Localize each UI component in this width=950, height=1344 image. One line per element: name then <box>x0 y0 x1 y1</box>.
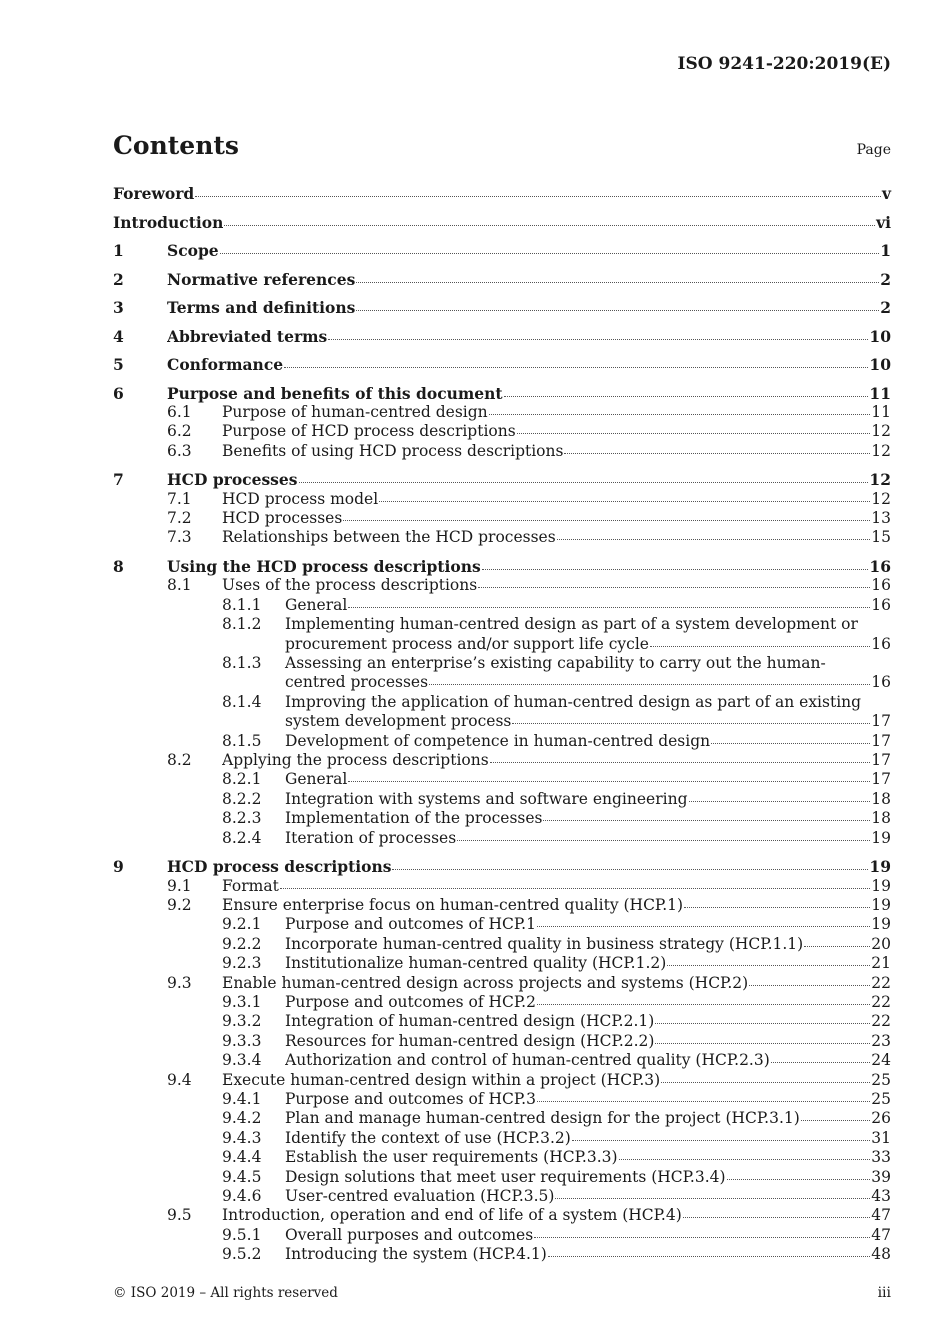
toc-entry-label: Foreword <box>113 184 195 203</box>
dot-leader <box>771 1062 870 1063</box>
toc-entry-number: 9.4.2 <box>222 1109 262 1128</box>
toc-entry-page: 12 <box>871 422 891 441</box>
toc-entry-page: 48 <box>871 1245 891 1264</box>
toc-entry-label: Establish the user requirements (HCP.3.3) <box>285 1148 618 1167</box>
toc-entry-label-first-line: Assessing an enterprise’s existing capability to carry out the human- <box>285 653 826 672</box>
toc-entry-page: 1 <box>880 241 891 260</box>
dot-leader <box>482 569 869 570</box>
toc-entry[interactable] <box>113 615 891 654</box>
toc-entry-label: Purpose and outcomes of HCP.1 <box>285 915 536 934</box>
toc-entry-page: vi <box>876 212 891 232</box>
toc-entry[interactable] <box>113 557 891 576</box>
toc-entry-page: 10 <box>869 326 891 346</box>
page-column-label: Page <box>856 142 891 158</box>
toc-entry[interactable] <box>113 732 891 751</box>
toc-entry-label: HCD process model <box>222 489 379 508</box>
toc-entry-label: Implementation of the processes <box>285 809 543 828</box>
toc-entry-number: 2 <box>113 269 124 289</box>
dot-leader <box>537 1004 870 1005</box>
toc-entry-page: 25 <box>871 1090 891 1108</box>
toc-entry-label: Uses of the process descriptions <box>222 576 478 595</box>
toc-entry-page: 11 <box>871 402 891 421</box>
toc-entry-number: 6 <box>113 383 124 403</box>
toc-entry-label: Identify the context of use (HCP.3.2) <box>285 1128 571 1147</box>
toc-entry-page: 19 <box>871 876 891 895</box>
toc-entry-label: centred processes <box>285 673 429 692</box>
toc-entry-page: 23 <box>871 1031 891 1050</box>
toc-entry-label: Incorporate human-centred quality in business strategy (HCP.1.1) <box>285 934 804 953</box>
toc-entry[interactable] <box>113 1012 891 1031</box>
toc-entry-number: 9.2.2 <box>222 934 262 953</box>
toc-entry[interactable] <box>113 935 891 954</box>
toc-entry-number: 8.1.3 <box>222 653 262 672</box>
toc-entry-page: 19 <box>871 895 891 914</box>
toc-entry-label: Purpose of HCD process descriptions <box>222 422 516 441</box>
dot-leader <box>667 965 870 966</box>
dot-leader <box>517 433 871 434</box>
dot-leader <box>489 414 871 415</box>
toc-entry-page: 16 <box>871 595 891 614</box>
toc-entry-label-first-line: Improving the application of human-centred design as part of an existing <box>285 692 862 711</box>
toc-entry[interactable] <box>113 1071 891 1090</box>
toc-entry-label: User-centred evaluation (HCP.3.5) <box>285 1187 555 1206</box>
toc-entry-label: Integration with systems and software engineering <box>285 789 688 808</box>
toc-entry-number: 9.3.3 <box>222 1031 262 1050</box>
toc-entry-number: 9.3.4 <box>222 1051 262 1070</box>
toc-entry[interactable] <box>113 270 891 289</box>
toc-entry-number: 9.4.4 <box>222 1148 262 1167</box>
toc-entry[interactable] <box>113 384 891 403</box>
toc-entry-number: 9.4.5 <box>222 1167 262 1186</box>
toc-entry-number: 7.3 <box>167 528 192 547</box>
toc-entry-label: Conformance <box>167 355 284 374</box>
toc-entry[interactable] <box>113 915 891 934</box>
toc-entry-page: v <box>881 184 891 203</box>
dot-leader <box>284 367 868 368</box>
dot-leader <box>564 453 870 454</box>
toc-entry[interactable] <box>113 1032 891 1051</box>
dot-leader <box>650 646 870 647</box>
toc-entry-number: 9.4.6 <box>222 1187 262 1206</box>
toc-entry-page: 12 <box>869 470 891 490</box>
toc-entry[interactable] <box>113 327 891 346</box>
toc-entry-page: 22 <box>871 1012 891 1031</box>
toc-entry[interactable] <box>113 896 891 915</box>
dot-leader <box>379 501 870 502</box>
dot-leader <box>478 587 870 588</box>
dot-leader <box>392 869 868 870</box>
dot-leader <box>655 1023 870 1024</box>
toc-entry-label: Applying the process descriptions <box>222 751 489 769</box>
dot-leader <box>343 520 870 521</box>
toc-entry[interactable] <box>113 528 891 547</box>
toc-entry-page: 39 <box>871 1167 891 1186</box>
toc-entry-page: 19 <box>871 915 891 934</box>
dot-leader <box>619 1159 871 1160</box>
toc-entry[interactable] <box>113 829 891 848</box>
toc-entry-page: 2 <box>880 269 891 289</box>
toc-entry-number: 8 <box>113 556 124 576</box>
dot-leader <box>504 396 869 397</box>
toc-entry-number: 8.1 <box>167 576 192 595</box>
toc-entry-label: system development process <box>285 712 512 731</box>
toc-entry-label: Purpose and benefits of this document <box>167 383 503 403</box>
toc-entry-page: 17 <box>871 712 891 731</box>
dot-leader <box>689 801 871 802</box>
toc-entry[interactable] <box>113 974 891 993</box>
toc-entry-page: 19 <box>871 828 891 847</box>
toc-entry-label: Design solutions that meet user requirements (HCP.3.4) <box>285 1167 726 1186</box>
toc-entry-page: 19 <box>869 857 891 877</box>
toc-entry-number: 6.2 <box>167 422 192 441</box>
toc-entry-label: Development of competence in human-centred design <box>285 731 711 750</box>
toc-entry-number: 8.2 <box>167 751 192 769</box>
toc-entry-label: Introduction <box>113 212 224 232</box>
toc-entry[interactable] <box>113 442 891 461</box>
toc-entry[interactable] <box>113 809 891 828</box>
toc-entry-page: 16 <box>871 673 891 692</box>
toc-entry-number: 8.1.2 <box>222 615 262 634</box>
toc-entry-page: 25 <box>871 1070 891 1089</box>
toc-entry-number: 5 <box>113 355 124 374</box>
toc-entry[interactable] <box>113 1090 891 1109</box>
toc-entry[interactable] <box>113 509 891 528</box>
toc-entry-page: 17 <box>871 731 891 750</box>
toc-entry-number: 3 <box>113 298 124 317</box>
footer-copyright: © ISO 2019 – All rights reserved <box>113 1285 338 1301</box>
toc-entry[interactable] <box>113 857 891 876</box>
toc-entry-number: 8.2.2 <box>222 789 262 808</box>
toc-entry-label: HCD process descriptions <box>167 857 392 877</box>
dot-leader <box>490 762 871 763</box>
toc-entry[interactable] <box>113 1148 891 1167</box>
toc-entry[interactable] <box>113 954 891 973</box>
toc-entry-label: Terms and definitions <box>167 298 356 317</box>
toc-entry-label: Resources for human-centred design (HCP.2.2) <box>285 1031 655 1050</box>
toc-entry[interactable] <box>113 355 891 374</box>
toc-entry-page: 16 <box>871 634 891 653</box>
dot-leader <box>328 339 868 340</box>
toc-entry-label: Purpose of human-centred design <box>222 402 488 421</box>
toc-entry[interactable] <box>113 298 891 317</box>
toc-entry[interactable] <box>113 241 891 260</box>
toc-entry-page: 31 <box>871 1128 891 1147</box>
toc-entry-page: 18 <box>871 809 891 828</box>
dot-leader <box>348 607 870 608</box>
toc-entry-page: 17 <box>871 751 891 769</box>
toc-entry-label: Enable human-centred design across projects and systems (HCP.2) <box>222 973 749 992</box>
dot-leader <box>537 926 870 927</box>
toc-entry[interactable] <box>113 213 891 232</box>
contents-title: Contents <box>113 131 240 160</box>
toc-entry-label: General <box>285 595 348 614</box>
toc-entry-page: 22 <box>871 973 891 992</box>
toc-entry[interactable] <box>113 1245 891 1264</box>
dot-leader <box>557 539 871 540</box>
toc-entry-label: Plan and manage human-centred design for the project (HCP.3.1) <box>285 1109 800 1128</box>
toc-entry-label: Execute human-centred design within a project (HCP.3) <box>222 1070 661 1089</box>
toc-entry-page: 17 <box>871 770 891 789</box>
toc-entry-label: Purpose and outcomes of HCP.3 <box>285 1090 536 1108</box>
toc-entry-number: 9.5.2 <box>222 1245 262 1264</box>
toc-entry-number: 8.2.4 <box>222 828 262 847</box>
dot-leader <box>280 888 870 889</box>
dot-leader <box>348 781 870 782</box>
toc-entry-label-first-line: Implementing human-centred design as part of a system development or <box>285 615 858 634</box>
toc-entry-number: 4 <box>113 326 124 346</box>
toc-entry[interactable] <box>113 1051 891 1070</box>
toc-entry-label: HCD processes <box>222 509 343 528</box>
toc-entry-page: 20 <box>871 934 891 953</box>
toc-entry[interactable] <box>113 1226 891 1245</box>
dot-leader <box>534 1237 870 1238</box>
dot-leader <box>224 225 875 226</box>
toc-entry-number: 6.3 <box>167 441 192 460</box>
toc-entry[interactable] <box>113 184 891 203</box>
toc-entry[interactable] <box>113 790 891 809</box>
toc-entry-number: 9.2.1 <box>222 915 262 934</box>
dot-leader <box>457 840 870 841</box>
toc-entry-number: 1 <box>113 241 124 260</box>
toc-entry-label: Overall purposes and outcomes <box>285 1225 534 1244</box>
toc-entry[interactable] <box>113 422 891 441</box>
toc-entry[interactable] <box>113 751 891 770</box>
toc-entry-page: 10 <box>869 355 891 374</box>
toc-entry-label: HCD processes <box>167 470 298 490</box>
toc-entry-number: 8.1.5 <box>222 731 262 750</box>
toc-entry-label: Introducing the system (HCP.4.1) <box>285 1245 547 1264</box>
toc-entry-label: General <box>285 770 348 789</box>
dot-leader <box>727 1179 871 1180</box>
dot-leader <box>655 1043 870 1044</box>
document-id: ISO 9241-220:2019(E) <box>677 54 891 74</box>
toc-entry-label: Introduction, operation and end of life of a system (HCP.4) <box>222 1206 682 1225</box>
toc-entry[interactable] <box>113 693 891 732</box>
toc-entry-number: 7 <box>113 470 124 490</box>
toc-entry-page: 21 <box>871 954 891 973</box>
toc-entry[interactable] <box>113 877 891 896</box>
toc-entry[interactable] <box>113 403 891 422</box>
toc-entry[interactable] <box>113 596 891 615</box>
toc-entry-number: 9.2 <box>167 895 192 914</box>
toc-entry-label: Abbreviated terms <box>167 326 328 346</box>
dot-leader <box>537 1101 870 1102</box>
toc-entry-label: Benefits of using HCD process descriptions <box>222 441 564 460</box>
toc-entry-number: 8.2.3 <box>222 809 262 828</box>
dot-leader <box>804 946 870 947</box>
toc-entry-number: 7.2 <box>167 509 192 528</box>
toc-entry-number: 7.1 <box>167 489 192 508</box>
toc-entry-number: 8.2.1 <box>222 770 262 789</box>
toc-entry-number: 9.3.2 <box>222 1012 262 1031</box>
toc-entry-label: Normative references <box>167 269 356 289</box>
toc-entry[interactable] <box>113 1206 891 1225</box>
toc-entry-number: 6.1 <box>167 402 192 421</box>
dot-leader <box>684 907 870 908</box>
toc-entry[interactable] <box>113 1168 891 1187</box>
toc-entry-page: 2 <box>880 298 891 317</box>
toc-entry-label: Integration of human-centred design (HCP.2.1) <box>285 1012 655 1031</box>
toc-entry-label: Institutionalize human-centred quality (HCP.1.2) <box>285 954 667 973</box>
table-of-contents <box>113 184 891 1265</box>
dot-leader <box>356 310 879 311</box>
toc-entry[interactable] <box>113 1129 891 1148</box>
toc-entry-number: 9.5.1 <box>222 1225 262 1244</box>
toc-entry-number: 9.3.1 <box>222 992 262 1011</box>
dot-leader <box>683 1217 871 1218</box>
dot-leader <box>572 1140 870 1141</box>
toc-entry-number: 8.1.1 <box>222 595 262 614</box>
toc-entry[interactable] <box>113 490 891 509</box>
dot-leader <box>543 820 870 821</box>
toc-entry-page: 47 <box>871 1225 891 1244</box>
dot-leader <box>429 684 870 685</box>
toc-entry-label: Format <box>222 876 279 895</box>
toc-entry-number: 8.1.4 <box>222 692 262 711</box>
toc-entry-page: 16 <box>871 576 891 595</box>
dot-leader <box>195 196 881 197</box>
toc-entry-number: 9.1 <box>167 876 192 895</box>
toc-entry-number: 9.3 <box>167 973 192 992</box>
dot-leader <box>555 1198 870 1199</box>
toc-entry[interactable] <box>113 470 891 489</box>
dot-leader <box>356 282 879 283</box>
toc-entry[interactable] <box>113 993 891 1012</box>
toc-entry-label: Using the HCD process descriptions <box>167 556 481 576</box>
toc-entry-number: 9.4 <box>167 1070 192 1089</box>
toc-entry-number: 9.4.1 <box>222 1090 262 1108</box>
toc-entry-number: 9.5 <box>167 1206 192 1225</box>
toc-entry-page: 15 <box>871 528 891 547</box>
dot-leader <box>512 723 870 724</box>
toc-entry-label: Scope <box>167 241 219 260</box>
dot-leader <box>661 1082 870 1083</box>
toc-entry-page: 47 <box>871 1206 891 1225</box>
toc-entry-page: 43 <box>871 1187 891 1206</box>
toc-entry-label: Relationships between the HCD processes <box>222 528 556 547</box>
toc-entry-page: 16 <box>869 556 891 576</box>
toc-entry-page: 13 <box>871 509 891 528</box>
dot-leader <box>749 985 870 986</box>
toc-entry[interactable] <box>113 1187 891 1206</box>
footer-page-number: iii <box>877 1285 891 1301</box>
toc-entry-label: procurement process and/or support life cycle <box>285 634 649 653</box>
toc-entry-label: Purpose and outcomes of HCP.2 <box>285 992 536 1011</box>
toc-entry-page: 22 <box>871 992 891 1011</box>
dot-leader <box>548 1256 870 1257</box>
toc-entry-number: 9.4.3 <box>222 1128 262 1147</box>
toc-entry[interactable] <box>113 654 891 693</box>
dot-leader <box>299 482 869 483</box>
toc-entry-page: 18 <box>871 789 891 808</box>
toc-entry-number: 9 <box>113 857 124 877</box>
toc-entry[interactable] <box>113 770 891 789</box>
toc-entry-label: Iteration of processes <box>285 828 457 847</box>
dot-leader <box>801 1120 870 1121</box>
toc-entry-page: 12 <box>871 489 891 508</box>
toc-entry-page: 26 <box>871 1109 891 1128</box>
toc-entry-page: 24 <box>871 1051 891 1070</box>
dot-leader <box>711 743 870 744</box>
toc-entry-page: 12 <box>871 441 891 460</box>
toc-entry-page: 33 <box>871 1148 891 1167</box>
toc-entry-page: 11 <box>869 383 891 403</box>
dot-leader <box>220 253 880 254</box>
toc-entry[interactable] <box>113 1109 891 1128</box>
toc-entry[interactable] <box>113 576 891 595</box>
toc-entry-number: 9.2.3 <box>222 954 262 973</box>
toc-entry-label: Authorization and control of human-centred quality (HCP.2.3) <box>285 1051 770 1070</box>
toc-entry-label: Ensure enterprise focus on human-centred quality (HCP.1) <box>222 895 684 914</box>
